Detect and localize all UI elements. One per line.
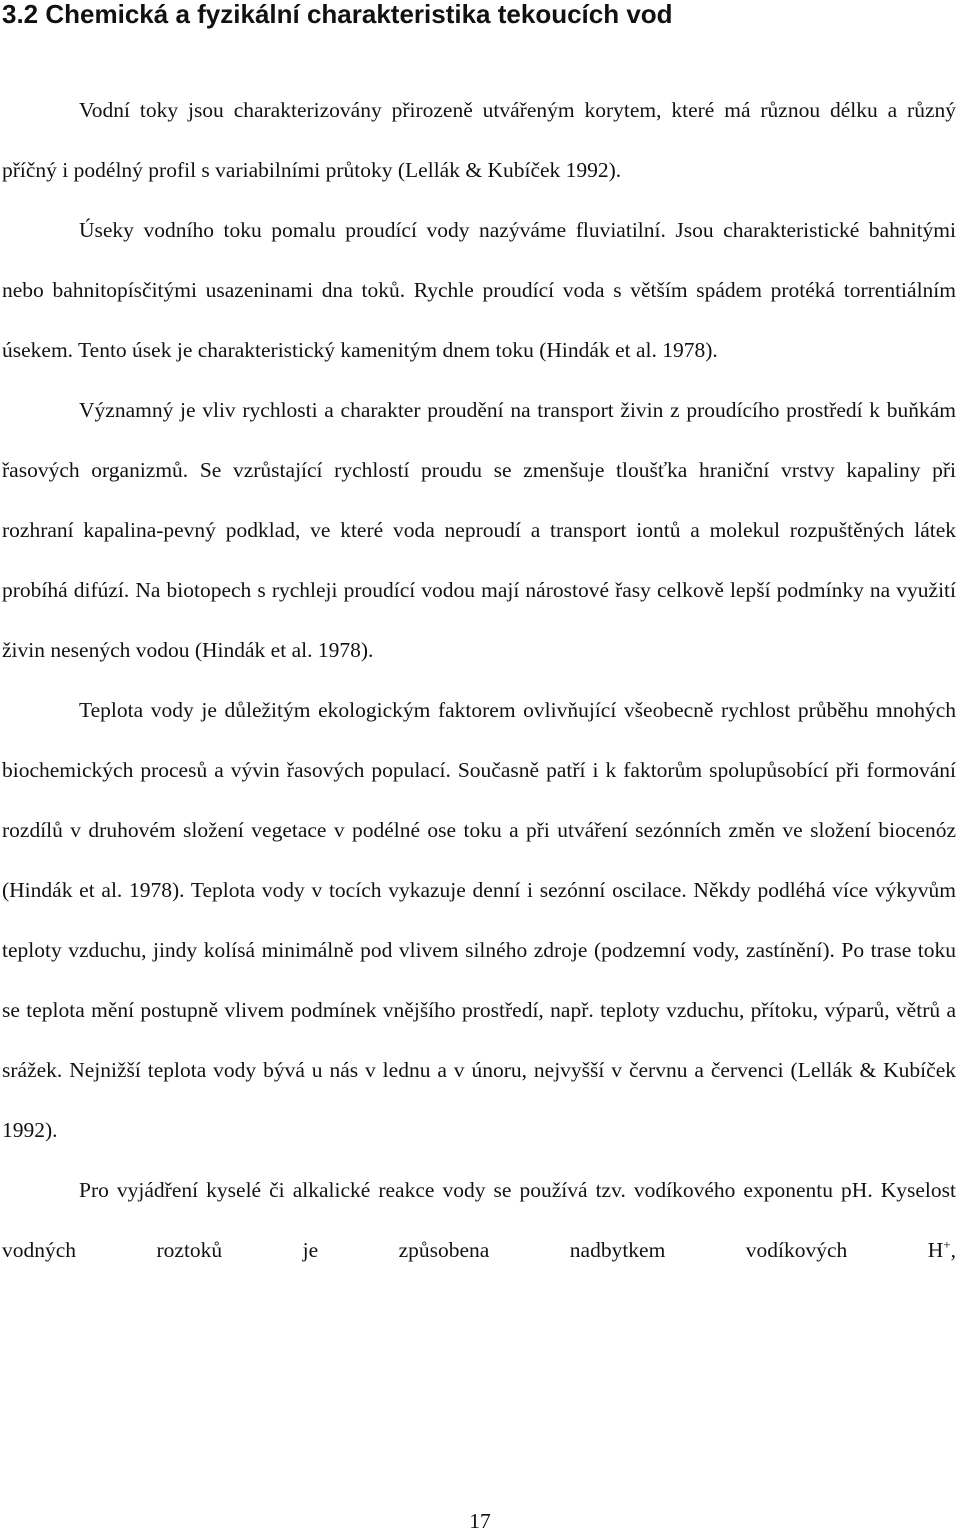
paragraph: Vodní toky jsou charakterizovány přirozeně utvářeným korytem, které má různou délku a různý příčný i podélný profil s variabilními průtoky (Lellák & Kubíček 1992). xyxy=(2,98,956,182)
paragraph: Významný je vliv rychlosti a charakter proudění na transport živin z proudícího prostředí k buňkám řasových organizmů. Se vzrůstající rychlostí proudu se zmenšuje tloušťka hraniční vrstvy kapaliny při rozhraní kapalina-pevný podklad, ve které voda neproudí a transport iontů a molekul rozpuštěných látek probíhá difúzí. Na biotopech s rychleji proudící vodou mají nárostové řasy celkově lepší podmínky na využití živin nesených vodou (Hindák et al. 1978). xyxy=(2,398,956,662)
paragraph-ph xyxy=(2,1160,956,1280)
section-title: Chemická a fyzikální charakteristika tekoucích vod xyxy=(45,0,673,29)
paragraph: Teplota vody je důležitým ekologickým faktorem ovlivňující všeobecně rychlost průběhu mnohých biochemických procesů a vývin řasových populací. Současně patří i k faktorům spolupůsobící při formování rozdílů v druhovém složení vegetace v podélné ose toku a při utváření sezónních změn ve složení biocenóz (Hindák et al. 1978). Teplota vody v tocích vykazuje denní i sezónní oscilace. Někdy podléhá více výkyvům teploty vzduchu, jindy kolísá minimálně pod vlivem silného zdroje (podzemní vody, zastínění). Po trase toku se teplota mění postupně vlivem podmínek vnějšího prostředí, např. teploty vzduchu, přítoku, výparů, větrů a srážek. Nejnižší teplota vody bývá u nás v lednu a v únoru, nejvyšší v červnu a červenci (Lellák & Kubíček 1992). xyxy=(2,698,956,1142)
ph-trailing: , xyxy=(950,1238,956,1262)
section-number: 3.2 xyxy=(2,0,39,29)
hydrogen-ion-charge: + xyxy=(943,1236,951,1252)
ph-text: Pro vyjádření kyselé či alkalické reakce vody se používá tzv. vodíkového exponentu pH. Kyselost vodných roztoků je způsobena nadbytkem vodíkových H xyxy=(2,1178,956,1262)
body-text xyxy=(2,80,956,1280)
page-number: 17 xyxy=(469,1509,491,1533)
paragraph: Úseky vodního toku pomalu proudící vody nazýváme fluviatilní. Jsou charakteristické bahnitými nebo bahnitopísčitými usazeninami dna toků. Rychle proudící voda s větším spádem protéká torrentiálním úsekem. Tento úsek je charakteristický kamenitým dnem toku (Hindák et al. 1978). xyxy=(2,218,956,362)
section-heading xyxy=(2,0,673,34)
